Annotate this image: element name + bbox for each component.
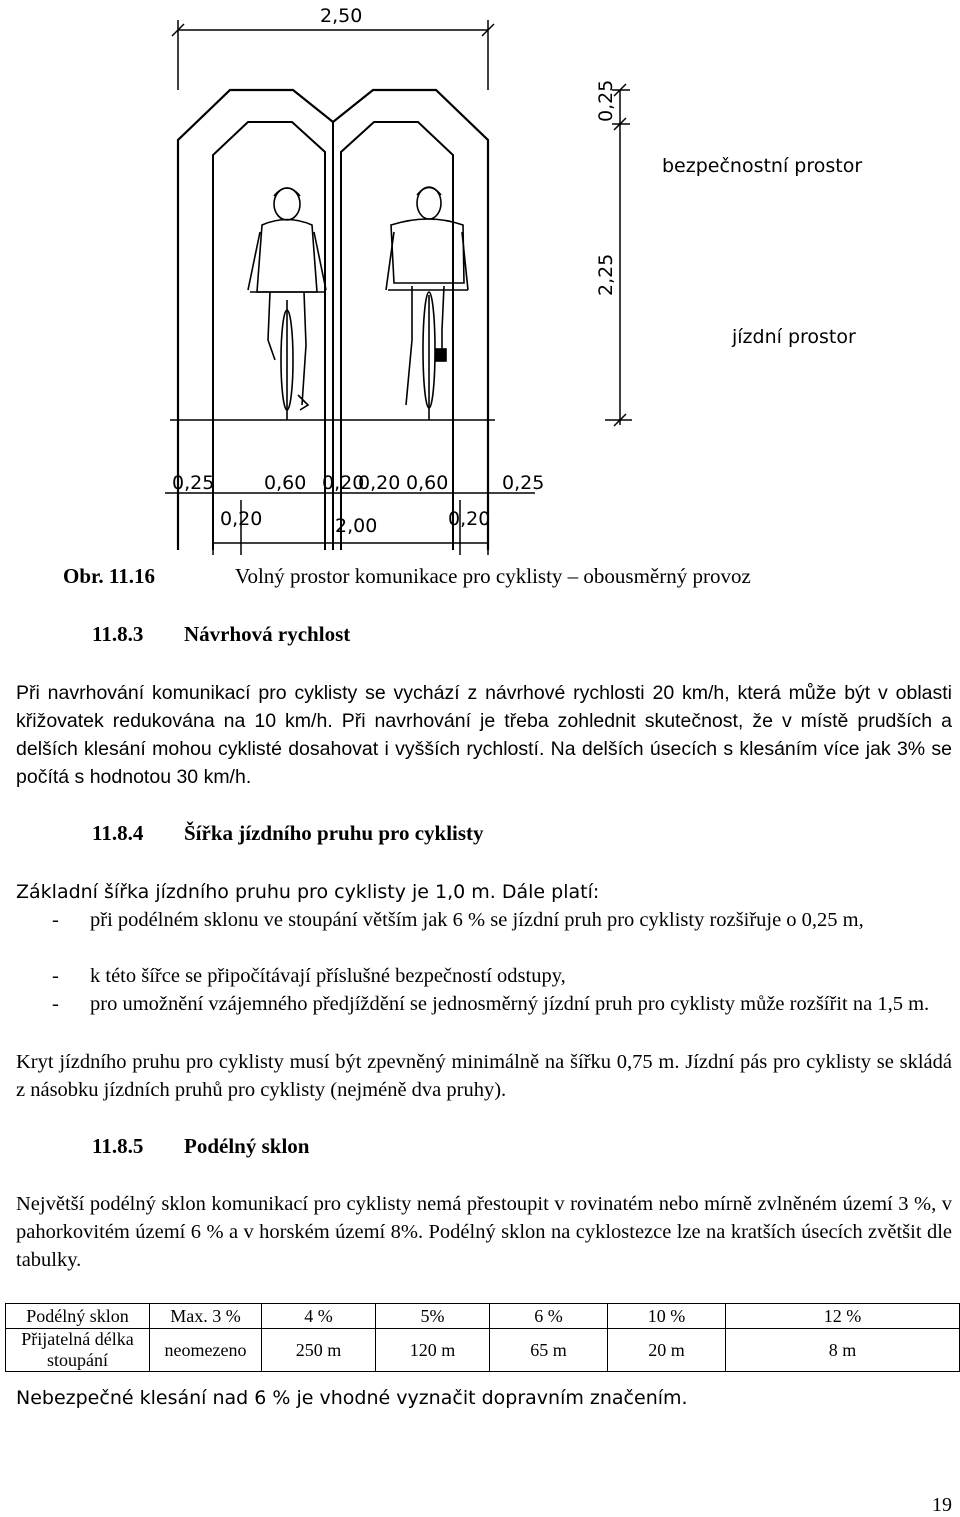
cyclist-left <box>248 188 326 420</box>
heading-number: 11.8.5 <box>92 1134 144 1158</box>
dim-row1-5: 0,25 <box>502 472 545 494</box>
dim-row2-2: 0,20 <box>448 508 491 530</box>
label-driving-space: jízdní prostor <box>732 326 856 348</box>
paragraph-longitudinal-slope: Největší podélný sklon komunikací pro cyklisty nemá přestoupit v rovinatém nebo mírně zvlněném území 3 %, v pahorkovitém území 6 % a v horském území 8%. Podélný sklon na cyklostezce lze na kratších úsecích zvětšit dle tabulky. <box>16 1193 952 1271</box>
paragraph-design-speed: Při navrhování komunikací pro cyklisty se vychází z návrhové rychlosti 20 km/h, která může být v oblasti křižovatek redukována na 10 km/h. Při navrhování je třeba zohlednit skutečnost, že v místě prudších a delších klesání mohou cyklisté dosahovat i vyšších rychlostí. Na delších úsecích s klesáním více jak 3% se počítá s hodnotou 30 km/h. <box>16 682 952 788</box>
table-row <box>6 1304 960 1329</box>
table-cell: 120 m <box>376 1329 490 1372</box>
dim-row2-1: 2,00 <box>335 515 378 537</box>
table-cell: 4 % <box>262 1304 376 1329</box>
dim-row1-2: 0,20 <box>322 472 365 494</box>
dim-row2-0: 0,20 <box>220 508 263 530</box>
table-cell: 6 % <box>490 1304 608 1329</box>
table-row <box>6 1329 960 1372</box>
list-item-text: k této šířce se připočítávají příslušné bezpečností odstupy, <box>90 965 566 987</box>
table-cell: 250 m <box>262 1329 376 1372</box>
dim-row1-0: 0,25 <box>172 472 215 494</box>
list-item <box>16 906 952 962</box>
list-dash: - <box>52 965 59 987</box>
heading-title: Podélný sklon <box>184 1134 310 1158</box>
table-cell: 5% <box>376 1304 490 1329</box>
footer-note: Nebezpečné klesání nad 6 % je vhodné vyznačit dopravním značením. <box>16 1387 688 1409</box>
top-dimension <box>172 20 494 90</box>
table-cell: Podélný sklon <box>6 1304 150 1329</box>
list-item-text: pro umožnění vzájemného předjíždění se jednosměrný jízdní pruh pro cyklisty může rozšířit na 1,5 m. <box>90 993 930 1015</box>
dim-height: 2,25 <box>595 253 617 296</box>
list-item-text: při podélném sklonu ve stoupání větším jak 6 % se jízdní pruh pro cyklisty rozšiřuje o 0,25 m, <box>90 909 864 931</box>
heading-11-8-3 <box>92 622 351 647</box>
heading-11-8-4 <box>92 821 484 846</box>
dim-row1-3: 0,20 <box>358 472 401 494</box>
table-cell: Přijatelná délka stoupání <box>6 1329 150 1372</box>
caption-number: Obr. 11.16 <box>63 564 155 588</box>
heading-number: 11.8.4 <box>92 821 144 845</box>
dim-row1-4: 0,60 <box>406 472 449 494</box>
slope-table <box>5 1303 960 1372</box>
table-cell: neomezeno <box>150 1329 262 1372</box>
page-number: 19 <box>932 1494 952 1516</box>
heading-11-8-5 <box>92 1134 310 1159</box>
list-dash: - <box>52 993 59 1015</box>
label-safety-space: bezpečnostní prostor <box>662 155 863 177</box>
paragraph-lane-width-intro: Základní šířka jízdního pruhu pro cyklisty je 1,0 m. Dále platí: <box>16 881 600 903</box>
dim-top-width: 2,50 <box>320 5 363 27</box>
table-cell: 12 % <box>726 1304 960 1329</box>
list-item <box>16 990 952 1046</box>
clearance-diagram <box>150 0 870 555</box>
heading-number: 11.8.3 <box>92 622 144 646</box>
list-dash: - <box>52 909 59 931</box>
cyclist-right <box>386 187 468 420</box>
heading-title: Návrhová rychlost <box>184 622 351 646</box>
table-cell: 20 m <box>608 1329 726 1372</box>
dim-row1-1: 0,60 <box>264 472 307 494</box>
table-cell: 8 m <box>726 1329 960 1372</box>
table-cell: Max. 3 % <box>150 1304 262 1329</box>
table-cell: 10 % <box>608 1304 726 1329</box>
heading-title: Šířka jízdního pruhu pro cyklisty <box>184 821 484 845</box>
dim-top-height: 0,25 <box>595 79 617 122</box>
caption-text: Volný prostor komunikace pro cyklisty – obousměrný provoz <box>235 564 751 588</box>
list-item <box>16 962 952 990</box>
paragraph-lane-surface: Kryt jízdního pruhu pro cyklisty musí být zpevněný minimálně na šířku 0,75 m. Jízdní pás pro cyklisty se skládá z násobku jízdních pruhů pro cyklisty (nejméně dva pruhy). <box>16 1051 952 1101</box>
table-cell: 65 m <box>490 1329 608 1372</box>
